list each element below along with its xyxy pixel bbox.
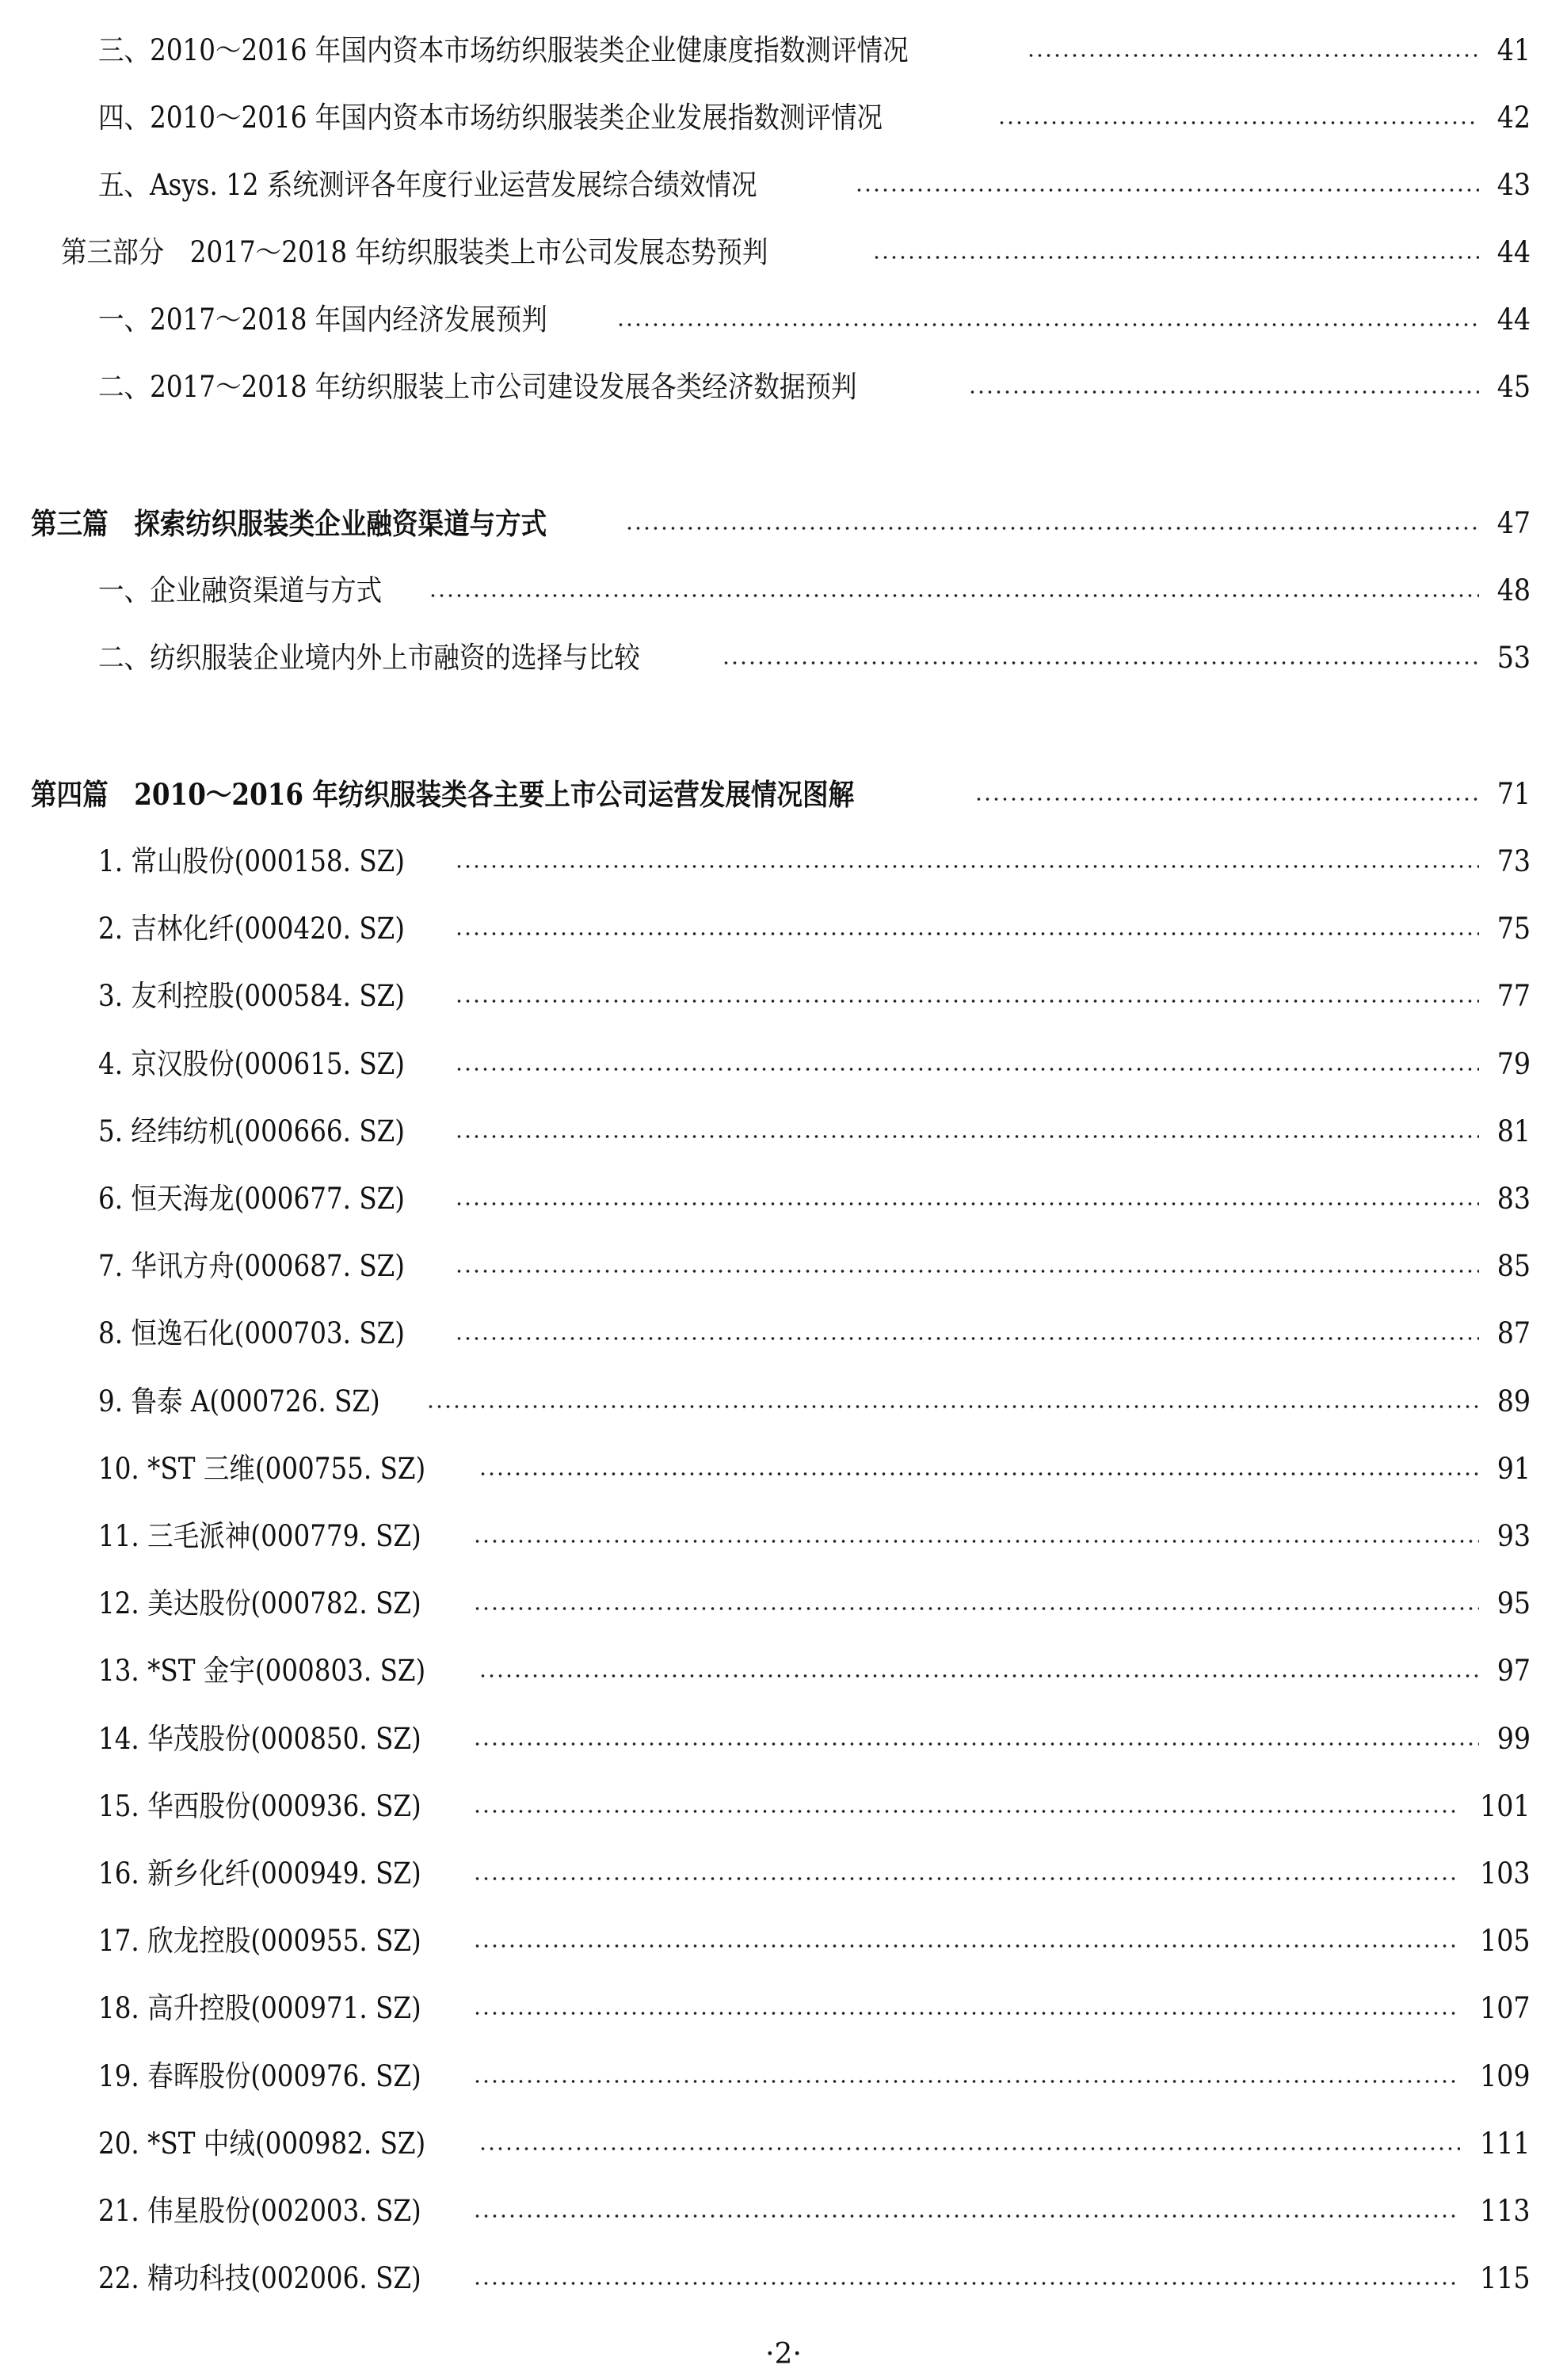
toc-entry-page: 109 [1480,2058,1531,2093]
dot-leader [473,2079,1460,2084]
toc-entry-page: 105 [1480,1924,1531,1959]
dot-leader [473,1809,1460,1814]
toc-entry[interactable] [0,2057,1531,2096]
toc-entry[interactable] [0,842,1531,882]
toc-entry-title: 20. *ST 中绒(000982. SZ) [98,2126,426,2161]
toc-entry-page: 111 [1480,2126,1531,2161]
toc-entry-title: 19. 春晖股份(000976. SZ) [98,2058,421,2093]
toc-entry-title: 21. 伟星股份(002003. SZ) [98,2194,421,2228]
toc-entry-title: 16. 新乡化纤(000949. SZ) [98,1856,421,1891]
toc-entry[interactable] [0,367,1531,407]
toc-entry-page: 47 [1496,506,1531,540]
toc-entry-page: 101 [1480,1788,1531,1823]
toc-entry[interactable] [0,638,1531,678]
dot-leader [455,999,1479,1003]
toc-entry-page: 48 [1496,573,1531,607]
toc-entry-title: 13. *ST 金宇(000803. SZ) [98,1654,426,1689]
dot-leader [473,2011,1460,2016]
toc-entry-title: 第四篇 2010～2016 年纺织服装类各主要上市公司运营发展情况图解 [31,777,855,812]
toc-entry-page: 107 [1480,1991,1531,2026]
dot-leader [616,322,1479,327]
dot-leader [455,1201,1479,1206]
toc-entry-page: 44 [1496,235,1531,269]
dot-leader [997,120,1479,125]
toc-entry-title: 9. 鲁泰 A(000726. SZ) [98,1384,380,1418]
toc-entry-title: 15. 华西股份(000936. SZ) [98,1788,421,1823]
toc-entry[interactable] [0,1449,1531,1489]
toc-entry[interactable] [0,977,1531,1016]
dot-leader [426,1404,1479,1409]
toc-entry-page: 95 [1496,1586,1531,1621]
toc-entry[interactable] [0,98,1531,138]
toc-entry-page: 93 [1496,1519,1531,1553]
dot-leader [1027,53,1479,58]
toc-entry[interactable] [0,1112,1531,1152]
toc-entry-page: 43 [1496,168,1531,202]
toc-entry[interactable] [0,2124,1531,2164]
dot-leader [478,1674,1479,1678]
dot-leader [473,1606,1479,1611]
toc-section-entry[interactable] [0,233,1531,272]
toc-entry-title: 7. 华讯方舟(000687. SZ) [98,1249,405,1284]
toc-entry-title: 11. 三毛派神(000779. SZ) [98,1519,421,1553]
dot-leader [625,526,1479,531]
page-number-footer: ·2· [765,2338,802,2370]
toc-entry[interactable] [0,1045,1531,1084]
dot-leader [455,1269,1479,1274]
dot-leader [455,864,1479,869]
toc-entry[interactable] [0,31,1531,70]
toc-entry-page: 42 [1496,101,1531,135]
dot-leader [478,1472,1479,1476]
toc-entry[interactable] [0,1719,1531,1759]
toc-entry[interactable] [0,1314,1531,1354]
toc-entry-page: 41 [1496,33,1531,67]
dot-leader [455,1067,1479,1072]
toc-entry-page: 103 [1480,1856,1531,1891]
toc-entry[interactable] [0,2259,1531,2298]
dot-leader [455,1134,1479,1139]
toc-entry-title: 二、2017～2018 年纺织服装上市公司建设发展各类经济数据预判 [98,370,857,404]
toc-entry-page: 75 [1496,912,1531,946]
toc-entry-page: 87 [1496,1316,1531,1351]
toc-entry-title: 8. 恒逸石化(000703. SZ) [98,1316,405,1351]
dot-leader [473,1742,1479,1746]
toc-entry-title: 一、企业融资渠道与方式 [98,573,383,607]
dot-leader [473,2214,1460,2218]
dot-leader [968,390,1479,394]
toc-entry-page: 97 [1496,1654,1531,1689]
toc-entry-title: 14. 华茂股份(000850. SZ) [98,1721,421,1756]
dot-leader [455,931,1479,936]
toc-entry-title: 三、2010～2016 年国内资本市场纺织服装类企业健康度指数测评情况 [98,33,909,67]
toc-entry-title: 第三篇 探索纺织服装类企业融资渠道与方式 [31,506,547,541]
toc-entry-title: 2. 吉林化纤(000420. SZ) [98,912,405,946]
toc-entry-title: 17. 欣龙控股(000955. SZ) [98,1924,421,1959]
toc-entry[interactable] [0,1584,1531,1624]
toc-entry-page: 83 [1496,1182,1531,1216]
toc-part-entry[interactable] [0,504,1531,543]
toc-entry-page: 85 [1496,1249,1531,1284]
toc-entry-title: 3. 友利控股(000584. SZ) [98,979,405,1014]
toc-entry[interactable] [0,2192,1531,2231]
toc-entry-title: 10. *ST 三维(000755. SZ) [98,1451,426,1486]
dot-leader [473,1944,1460,1948]
toc-entry-page: 53 [1496,641,1531,675]
toc-entry-title: 6. 恒天海龙(000677. SZ) [98,1182,405,1216]
dot-leader [429,593,1479,598]
dot-leader [473,1539,1479,1544]
toc-entry-title: 22. 精功科技(002006. SZ) [98,2261,421,2296]
toc-entry-title: 5. 经纬纺机(000666. SZ) [98,1114,405,1148]
toc-entry-page: 81 [1496,1114,1531,1148]
dot-leader [473,2281,1460,2286]
toc-entry-page: 99 [1496,1721,1531,1756]
dot-leader [455,1336,1479,1341]
toc-entry-page: 91 [1496,1451,1531,1486]
toc-entry[interactable] [0,1517,1531,1556]
toc-entry-page: 89 [1496,1384,1531,1418]
toc-entry[interactable] [0,1854,1531,1894]
toc-entry-page: 77 [1496,979,1531,1014]
toc-entry[interactable] [0,571,1531,611]
dot-leader [974,797,1479,802]
toc-entry[interactable] [0,909,1531,949]
toc-entry[interactable] [0,1787,1531,1826]
toc-entry[interactable] [0,1651,1531,1691]
toc-entry-page: 113 [1480,2194,1531,2228]
dot-leader [473,1876,1460,1881]
toc-entry-page: 45 [1496,370,1531,404]
toc-entry[interactable] [0,1382,1531,1422]
toc-entry-page: 115 [1480,2261,1531,2296]
toc-entry-title: 18. 高升控股(000971. SZ) [98,1991,421,2026]
toc-entry[interactable] [0,1989,1531,2028]
toc-entry[interactable] [0,300,1531,340]
toc-entry-page: 44 [1496,303,1531,337]
toc-entry-title: 第三部分 2017～2018 年纺织服装类上市公司发展态势预判 [61,235,768,269]
toc-entry-title: 二、纺织服装企业境内外上市融资的选择与比较 [98,641,640,675]
dot-leader [722,661,1479,665]
toc-entry[interactable] [0,1179,1531,1219]
toc-entry-title: 四、2010～2016 年国内资本市场纺织服装类企业发展指数测评情况 [98,101,883,135]
toc-entry-title: 4. 京汉股份(000615. SZ) [98,1046,405,1081]
dot-leader [478,2146,1461,2151]
toc-entry-page: 79 [1496,1046,1531,1081]
toc-entry-title: 一、2017～2018 年国内经济发展预判 [98,303,547,337]
dot-leader [855,188,1479,192]
toc-entry-page: 71 [1496,777,1531,811]
toc-entry-page: 73 [1496,844,1531,878]
toc-entry-title: 1. 常山股份(000158. SZ) [98,844,405,878]
toc-entry[interactable] [0,166,1531,205]
toc-entry[interactable] [0,1921,1531,1961]
dot-leader [872,255,1479,260]
toc-entry-title: 五、Asys. 12 系统测评各年度行业运营发展综合绩效情况 [98,168,757,202]
toc-part-entry[interactable] [0,775,1531,814]
toc-entry-title: 12. 美达股份(000782. SZ) [98,1586,421,1621]
toc-entry[interactable] [0,1247,1531,1286]
